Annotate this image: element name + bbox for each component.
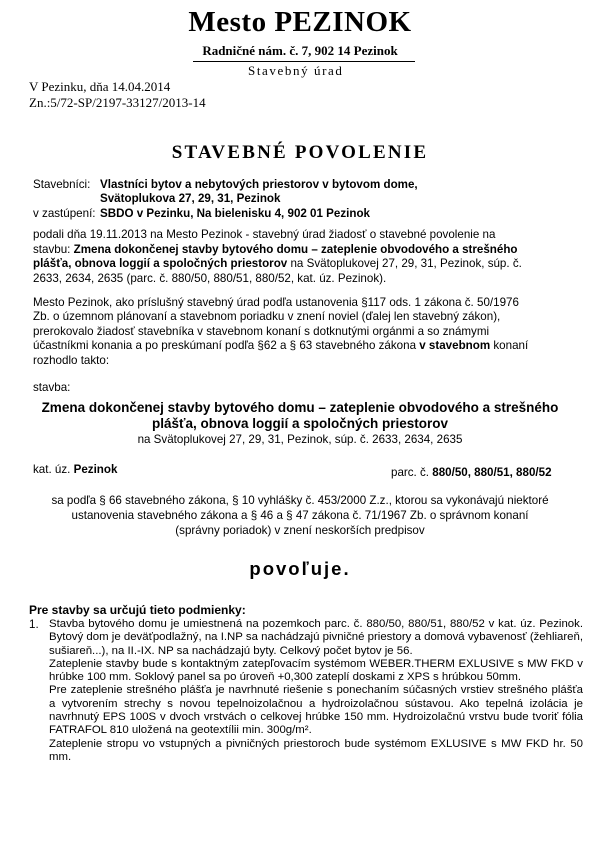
authority-line-4a: účastníkmi konania a po preskúmaní podľa §62 a § 63 stavebného zákona [33,339,417,352]
builders-label: Stavebníci: [33,178,91,191]
intro-line-4: 2633, 2634, 2635 (parc. č. 880/50, 880/51, 880/52, kat. úz. Pezinok). [33,272,387,285]
authority-line-5: rozhodlo takto: [33,354,110,367]
condition-paragraph: Pre zateplenie strešného plášťa je navrhnuté riešenie s ponechaním súčasných vrstiev strešného plášťa a vytvorením strechy s novou tepelnoizolačnou a hydroizolačnou sústavou. Ako tepelná izolácia je navrhnutý EPS 100S v dvoch vrstvách o celkovej hrúbke 150 mm. Hydroizolačnú vrstvu bude tvoriť fólia FATRAFOL 810 uložená na geotextílii min. 300g/m². [49,684,583,737]
representative-label: v zastúpení: [33,207,96,220]
city-name: Mesto PEZINOK [188,6,412,38]
authority-line-4c: konaní [493,339,529,352]
legal-line-1: sa podľa § 66 stavebného zákona, § 10 vyhlášky č. 453/2000 Z.z., ktorou sa vykonávajú niektoré [51,494,549,507]
cadastre-value: Pezinok [73,463,118,476]
cadastre-label: kat. úz. [33,463,71,476]
office-name: Stavebný úrad [248,63,344,78]
parcel-values: 880/50, 880/51, 880/52 [432,466,552,479]
reference-number: Zn.:5/72-SP/2197-33127/2013-14 [29,95,206,110]
intro-stavbu-label: stavbu: [33,243,71,256]
condition-number: 1. [29,618,39,631]
representative: SBDO v Pezinku, Na bielenisku 4, 902 01 Pezinok [100,207,370,220]
authority-line-4b: v stavebnom [419,339,491,352]
city-address: Radničné nám. č. 7, 902 14 Pezinok [202,43,398,58]
subject-line-1: Zmena dokončenej stavby bytového domu – zateplenie obvodového a strešného [41,400,559,415]
subject-label: stavba: [33,381,71,394]
conditions-heading: Pre stavby sa určujú tieto podmienky: [29,603,246,617]
condition-paragraph: Zateplenie stavby bude s kontaktným zatepľovacím systémom WEBER.THERM EXLUSIVE s MW FKD v hrúbke 100 mm. Soklový panel sa po úroveň +0,300 zateplí doskami z XPS s hrúbkou 50mm. [49,657,583,684]
authority-line-2: Zb. o územnom plánovaní a stavebnom poriadku v znení noviel (ďalej len stavebný zákon), [33,310,501,323]
builders-line-1: Vlastníci bytov a nebytových priestorov v bytovom dome, [100,178,418,191]
subject-location: na Svätoplukovej 27, 29, 31, Pezinok, súp. č. 2633, 2634, 2635 [137,433,463,446]
header-divider [193,61,415,62]
authority-line-3: prerokovalo žiadosť stavebníka v stavebnom konaní s dotknutými orgánmi a so známymi [33,325,490,338]
intro-project-name-1: Zmena dokončenej stavby bytového domu – zateplenie obvodového a strešného [73,243,518,256]
legal-line-3: (správny poriadok) v znení neskorších predpisov [175,524,425,538]
builders-line-2: Svätoplukova 27, 29, 31, Pezinok [100,192,281,205]
legal-line-2: ustanovenia stavebného zákona a § 46 a § 47 zákona č. 71/1967 Zb. o správnom konaní [71,509,529,523]
place-date: V Pezinku, dňa 14.04.2014 [29,79,171,94]
condition-paragraph: Stavba bytového domu je umiestnená na pozemkoch parc. č. 880/50, 880/51, 880/52 v kat. úz. Pezinok. Bytový dom je deväťpodlažný, na I.NP sa nachádzajú pivničné priestory a domová vybavenosť (žehliareň, sušiareň...), na II.-IX. NP sa nachádzajú byty. Celkový počet bytov je 56. [49,618,583,657]
subject-line-2: plášťa, obnova loggií a spoločných priestorov [151,416,449,431]
authority-line-1: Mesto Pezinok, ako príslušný stavebný úrad podľa ustanovenia §117 ods. 1 zákona č. 50/1976 [33,296,519,309]
intro-line-1: podali dňa 19.11.2013 na Mesto Pezinok - stavebný úrad žiadosť o stavebné povolenie na [33,228,496,241]
intro-project-name-2: plášťa, obnova loggií a spoločných priestorov [33,257,288,270]
condition-paragraph: Zateplenie stropu vo vstupných a pivničných priestoroch bude systémom EXLUSIVE s MW FKD hr. 50 mm. [49,737,583,763]
decision-verb: povoľuje. [249,558,351,579]
parcel-label: parc. č. [391,466,430,479]
intro-location: na Svätoplukovej 27, 29, 31, Pezinok, súp. č. [290,257,522,270]
document-title: STAVEBNÉ POVOLENIE [171,142,429,163]
condition-1-text [49,618,583,764]
